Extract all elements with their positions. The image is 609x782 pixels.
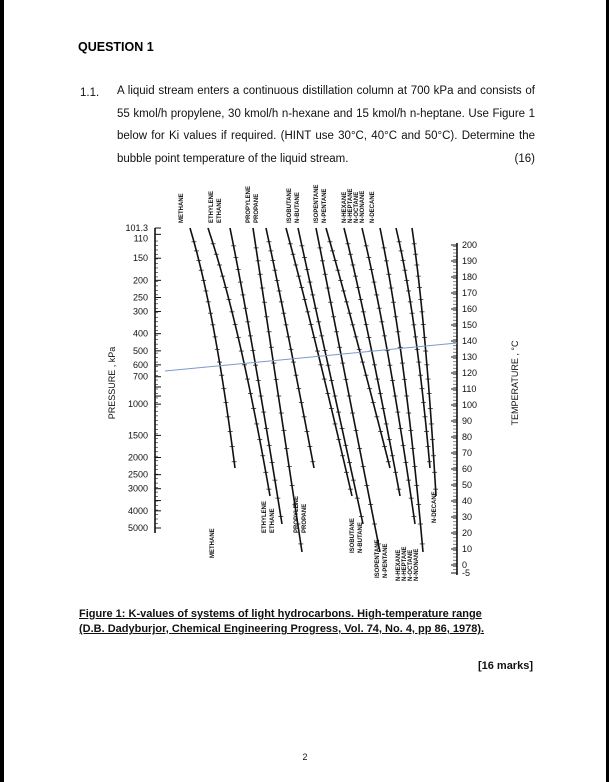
temperature-tick-label: 150 — [462, 320, 478, 330]
temperature-tick-label: 30 — [462, 512, 473, 522]
temperature-tick-label: 50 — [462, 480, 473, 490]
k-value-curve — [326, 228, 390, 468]
pressure-tick-label: 5000 — [127, 523, 148, 533]
temperature-tick-label: 0 — [462, 560, 468, 570]
component-label-bottom: N-BUTANE — [358, 522, 364, 553]
component-label-bottom: PROPANE — [302, 503, 308, 533]
question-number: 1.1. — [80, 87, 100, 99]
k-value-curve — [298, 228, 363, 524]
component-label-bottom: ETHANE — [270, 508, 276, 533]
component-label-top: ISOBUTANE — [287, 188, 293, 223]
pressure-tick-label: 110 — [133, 233, 148, 244]
pressure-tick-label: 200 — [132, 275, 148, 286]
temperature-tick-label: 70 — [462, 448, 473, 458]
temperature-tick-label: -5 — [462, 568, 471, 578]
temperature-tick-label: 60 — [462, 464, 473, 474]
k-value-curve — [266, 228, 314, 468]
k-value-curve — [230, 228, 282, 524]
temperature-tick-label: 130 — [462, 352, 478, 362]
question-heading: QUESTION 1 — [78, 40, 154, 54]
pressure-tick-label: 3000 — [127, 483, 148, 494]
temperature-tick-label: 100 — [462, 400, 478, 410]
pressure-axis — [107, 223, 161, 533]
temperature-tick-label: 10 — [462, 544, 473, 554]
pressure-tick-label: 300 — [132, 306, 148, 317]
component-label-bottom: N-HEPTANE — [402, 546, 408, 581]
component-label-top: ISOPENTANE — [314, 184, 320, 223]
page-number: 2 — [302, 752, 308, 762]
k-value-curve — [380, 228, 423, 552]
temperature-tick-label: 20 — [462, 528, 473, 538]
component-label-top: N-DECANE — [370, 191, 376, 223]
tie-line — [165, 343, 457, 371]
temperature-tick-label: 90 — [462, 416, 473, 426]
temperature-tick-label: 120 — [462, 368, 478, 378]
temperature-tick-label: 200 — [462, 240, 478, 250]
temperature-tick-label: 40 — [462, 496, 473, 506]
component-label-bottom: N-PENTANE — [383, 543, 389, 578]
pressure-tick-label: 250 — [132, 292, 148, 303]
component-label-bottom: N-HEXANE — [396, 549, 402, 581]
pressure-tick-label: 2500 — [127, 469, 148, 480]
component-curves — [190, 228, 438, 552]
component-label-top: N-OCTANE — [354, 191, 360, 223]
temperature-tick-label: 110 — [462, 384, 477, 394]
component-label-bottom: N-NONANE — [414, 548, 420, 581]
temperature-tick-label: 80 — [462, 432, 473, 442]
k-value-nomograph — [100, 183, 530, 593]
pressure-tick-label: 700 — [132, 371, 148, 382]
component-label-top: N-PENTANE — [322, 188, 328, 223]
pressure-tick-label: 500 — [132, 345, 148, 356]
component-label-top: N-NONANE — [360, 190, 366, 223]
figure-caption — [79, 607, 539, 637]
component-label-top: N-HEXANE — [342, 191, 348, 223]
pressure-axis-label: PRESSURE , kPa — [107, 346, 117, 420]
component-label-top: PROPANE — [254, 193, 260, 223]
question-body: A liquid stream enters a continuous distillation column at 700 kPa and consists of 55 kmol/h propylene, 30 kmol/h n-hexane and 15 kmol/h n-heptane. Use Figure 1 below for Ki values if required. (HINT use 30°C, 40°C and 50°C). Determine the bubble point temperature of the liquid stream. — [117, 85, 535, 165]
temperature-tick-label: 190 — [462, 256, 478, 266]
total-marks: [16 marks] — [477, 660, 533, 672]
component-label-top: ETHYLENE — [209, 190, 215, 223]
k-value-curve — [190, 228, 235, 468]
temperature-axis-label: TEMPERATURE , °C — [510, 340, 520, 426]
component-label-bottom: PROPYLENE — [294, 495, 300, 533]
pressure-tick-label: 150 — [132, 253, 148, 264]
pressure-tick-label: 4000 — [127, 505, 148, 516]
component-label-top: PROPYLENE — [246, 185, 252, 223]
caption-line-2: (D.B. Dadyburjor, Chemical Engineering Progress, Vol. 74, No. 4, pp 86, 1978). — [79, 623, 485, 635]
nomograph-svg — [100, 183, 530, 593]
document-page — [4, 0, 606, 782]
pressure-tick-label: 400 — [132, 328, 148, 339]
temperature-tick-label: 140 — [462, 336, 478, 346]
temperature-tick-label: 180 — [462, 272, 478, 282]
component-labels-bottom — [210, 491, 438, 581]
question-text — [117, 80, 535, 170]
pressure-tick-label: 600 — [132, 359, 148, 370]
component-label-top: ETHANE — [217, 198, 223, 223]
component-labels-top — [179, 184, 376, 223]
component-label-top: METHANE — [179, 193, 185, 223]
component-label-bottom: N-OCTANE — [408, 549, 414, 581]
component-label-top: N-BUTANE — [295, 192, 301, 223]
temperature-tick-label: 170 — [462, 288, 478, 298]
component-label-top: N-HEPTANE — [348, 188, 354, 223]
pressure-tick-label: 1000 — [127, 399, 148, 410]
question-marks: (16) — [514, 152, 535, 165]
component-label-bottom: N-DECANE — [432, 491, 438, 523]
temperature-ticks — [451, 240, 477, 578]
component-label-bottom: ETHYLENE — [262, 500, 268, 533]
component-label-bottom: ISOBUTANE — [350, 518, 356, 553]
pressure-tick-label: 2000 — [127, 452, 148, 463]
temperature-axis — [451, 240, 520, 578]
component-label-bottom: METHANE — [210, 528, 216, 558]
component-label-bottom: ISOPENTANE — [375, 539, 381, 578]
caption-line-1: Figure 1: K-values of systems of light hydrocarbons. High-temperature range — [79, 608, 482, 620]
temperature-tick-label: 160 — [462, 304, 478, 314]
pressure-tick-label: 101.3 — [125, 223, 148, 233]
pressure-tick-label: 1500 — [127, 430, 148, 441]
